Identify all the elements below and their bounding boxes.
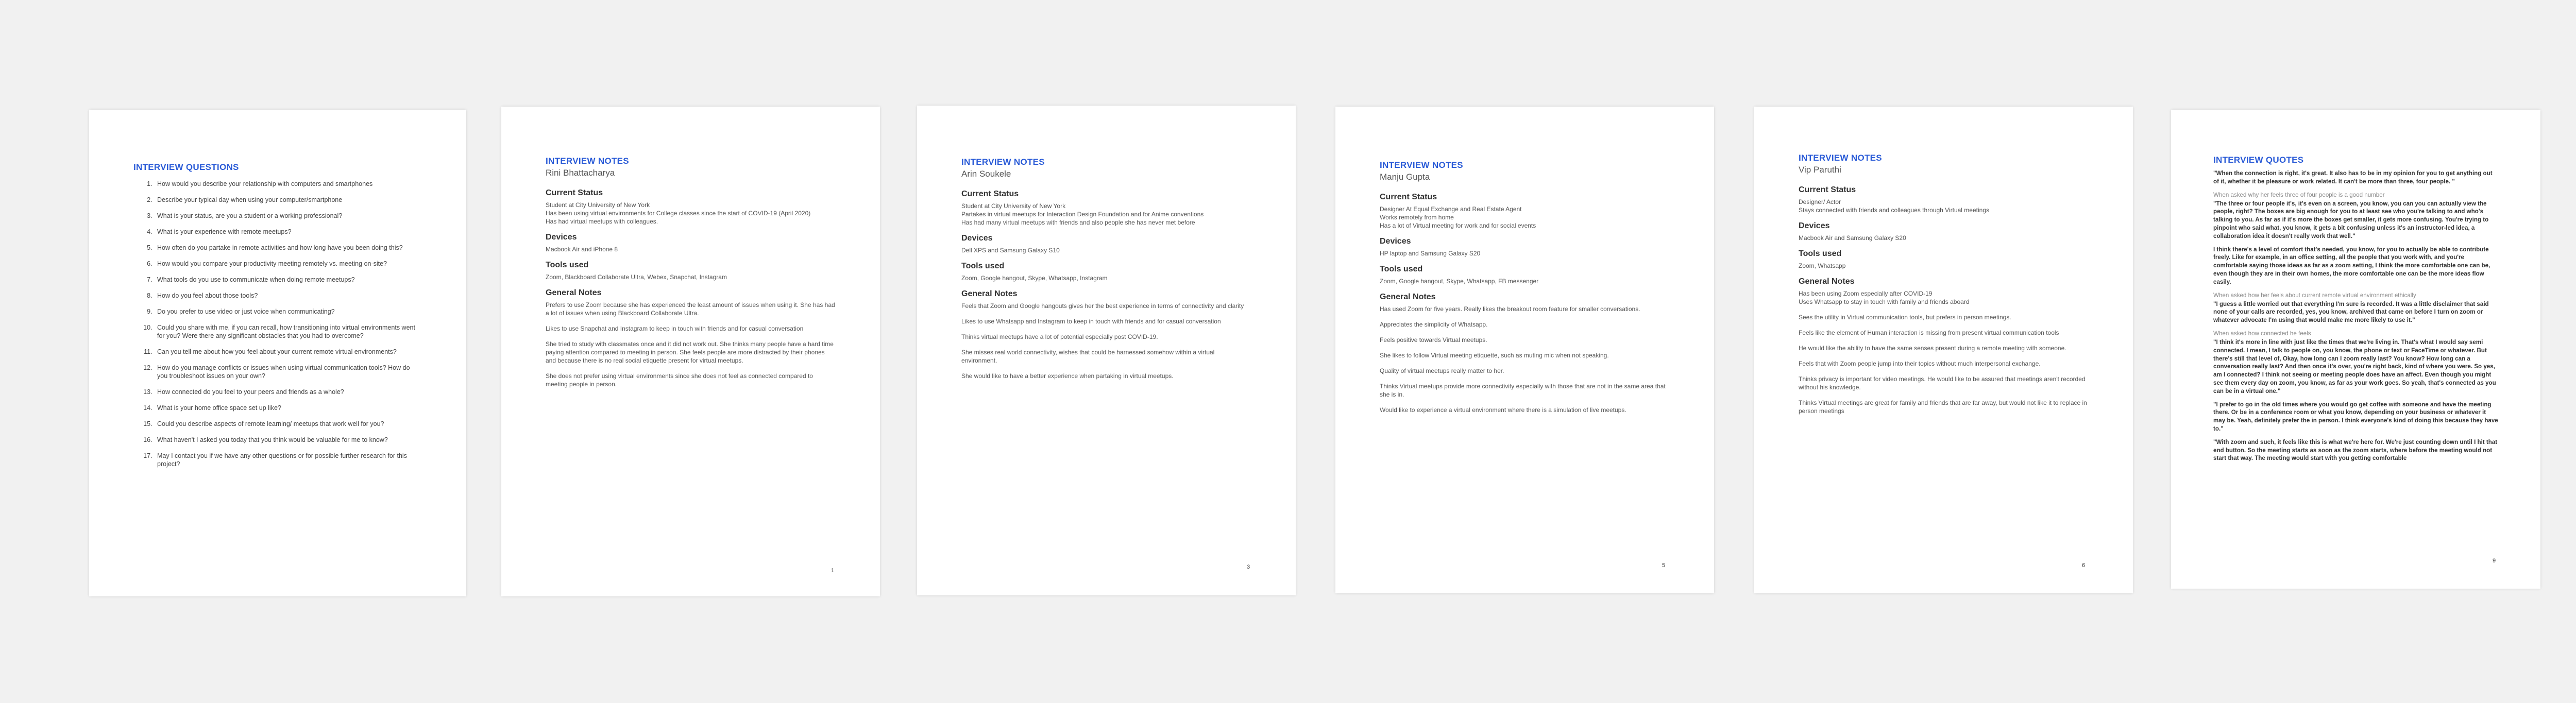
general-intro-line: Has been using Zoom especially after COVID-19 — [1799, 290, 1933, 297]
notes-kicker: INTERVIEW NOTES — [1380, 160, 1463, 170]
notes-content — [1380, 160, 1670, 421]
page-title: INTERVIEW QUESTIONS — [133, 162, 239, 172]
notes-page — [1335, 107, 1714, 593]
status-line: Has had virtual meetups with colleagues. — [546, 218, 658, 225]
status-line: Has been using virtual environments for College classes since the start of COVID-19 (April 2020) — [546, 210, 811, 217]
section-heading-devices: Devices — [546, 233, 577, 242]
section-heading-status: Current Status — [546, 188, 603, 197]
section-heading-general: General Notes — [1380, 293, 1436, 301]
general-note: Feels that Zoom and Google hangouts gives her the best experience in terms of connectivity and clarity — [961, 302, 1244, 310]
question-item: 11. Can you tell me about how you feel about your current remote virtual environments? — [154, 348, 422, 356]
question-item: 12. How do you manage conflicts or issues when using virtual communication tools? How do you troubleshoot issues on your own? — [154, 364, 422, 380]
question-item: 6. How would you compare your productivity meeting remotely vs. meeting on-site? — [154, 260, 422, 268]
quote-block — [2213, 438, 2498, 462]
notes-content — [1799, 153, 2089, 422]
quote-block — [2213, 191, 2498, 241]
question-item: 15. Could you describe aspects of remote learning/ meetups that work well for you? — [154, 420, 422, 428]
section-heading-status: Current Status — [1380, 193, 1437, 201]
general-note: Thinks Virtual meetups provide more connectivity especially with those that are not in the same area that she is in. — [1380, 383, 1666, 398]
general-note: Quality of virtual meetups really matter to her. — [1380, 367, 1504, 374]
general-note: Would like to experience a virtual environment where there is a simulation of live meetups. — [1380, 406, 1626, 414]
general-note: Thinks virtual meetups have a lot of potential especially post COVID-19. — [961, 333, 1158, 340]
quote-text: "The three or four people it's, it's even on a screen, you know, you can you can actually view the people, right? The boxes are big enough for you to at least see who you're talking to and who's talking to you. As far as if it's more the boxes get smaller, it gets more confusing. You're trying to pinpoint who said what, you know, it gets a bit confusing unless it's an instructor-led idea, a collaboration idea it doesn't really work that well." — [2213, 200, 2489, 239]
section-heading-devices: Devices — [1799, 221, 1830, 230]
section-heading-tools: Tools used — [546, 261, 589, 269]
interviewee-name: Arin Soukele — [961, 169, 1011, 179]
general-note: Likes to use Snapchat and Instagram to keep in touch with friends and for casual conversation — [546, 325, 804, 332]
status-line: Has had many virtual meetups with friends and also people she has never met before — [961, 219, 1195, 226]
quotes-page — [2171, 110, 2540, 589]
general-note: Thinks Virtual meetings are great for family and friends that are far away, but would not like it to replace in person meetings — [1799, 399, 2087, 415]
question-item: 9. Do you prefer to use video or just voice when communicating? — [154, 307, 422, 316]
notes-kicker: INTERVIEW NOTES — [546, 156, 629, 166]
page-number: 6 — [2082, 562, 2086, 569]
general-intro — [1799, 289, 2089, 306]
page-number: 1 — [831, 568, 835, 574]
quote-block — [2213, 401, 2498, 433]
quote-block — [2213, 330, 2498, 396]
interviewee-name: Manju Gupta — [1380, 172, 1430, 182]
status-line: Has a lot of Virtual meeting for work and for social events — [1380, 222, 1536, 229]
notes-kicker: INTERVIEW NOTES — [1799, 153, 1882, 163]
status-line: Student at City University of New York — [961, 202, 1066, 210]
status-line: Designer/ Actor — [1799, 198, 1841, 205]
quote-block — [2213, 169, 2498, 186]
question-item: 13. How connected do you feel to your peers and friends as a whole? — [154, 388, 422, 396]
general-note: Prefers to use Zoom because she has experienced the least amount of issues when using it. She has had a lot of issues when using Blackboard Collaborate Ultra. — [546, 301, 835, 317]
page-title: INTERVIEW QUOTES — [2213, 155, 2304, 165]
questions-list — [133, 180, 422, 468]
question-item: 14. What is your home office space set up like? — [154, 404, 422, 412]
notes-page — [501, 107, 880, 596]
question-item: 17. May I contact you if we have any other questions or for possible further research for this project? — [154, 452, 422, 468]
interviewee-name: Rini Bhattacharya — [546, 168, 615, 178]
section-heading-devices: Devices — [961, 234, 993, 243]
tools-line: Zoom, Google hangout, Skype, Whatsapp, Instagram — [961, 275, 1108, 282]
devices-line: Macbook Air and Samsung Galaxy S20 — [1799, 234, 1906, 242]
quote-block — [2213, 246, 2498, 286]
general-intro-line: Uses Whatsapp to stay in touch with family and friends aboard — [1799, 298, 1970, 305]
notes-content — [546, 156, 836, 396]
quote-text: "I prefer to go in the old times where you would go get coffee with someone and have the meeting there. Or be in a conference room or what you know, depending on your business or whatever it may be. Yeah, definitely prefer the in person. I think everyone's kind of doing this because they have to." — [2213, 401, 2498, 432]
section-heading-general: General Notes — [1799, 277, 1855, 286]
notes-page — [1754, 107, 2133, 593]
general-note: She misses real world connectivity, wishes that could be harnessed somehow within a virtual environment. — [961, 349, 1215, 364]
question-item: 2. Describe your typical day when using your computer/smartphone — [154, 196, 422, 204]
question-item: 10. Could you share with me, if you can recall, how transitioning into virtual environments went for you? Were there any significant obstacles that you had to overcome? — [154, 323, 422, 340]
notes-kicker: INTERVIEW NOTES — [961, 157, 1045, 167]
general-note: She tried to study with classmates once and it did not work out. She thinks many people have a hard time paying attention compared to meeting in person. She feels people are more distracted by their phones and because there is no real social etiquette present for virtual meetups. — [546, 340, 834, 364]
quote-context: When asked how connected he feels — [2213, 330, 2311, 337]
tools-line: Zoom, Whatsapp — [1799, 262, 1846, 269]
section-heading-general: General Notes — [961, 289, 1018, 298]
page-number: 9 — [2493, 558, 2496, 564]
general-note: He would like the ability to have the same senses present during a remote meeting with someone. — [1799, 345, 2066, 352]
question-item: 4. What is your experience with remote meetups? — [154, 228, 422, 236]
quote-text: I think there's a level of comfort that's needed, you know, for you to actually be able to contribute freely. Like for example, in an office setting, all the people that you work with, and you're comfortable saying those ideas as far as a zoom setting, I think the more comfortable one can be, even though they are in their own homes, the more comfortable one can be the more ideas flow easily. — [2213, 246, 2490, 285]
general-note: Sees the utility in Virtual communication tools, but prefers in person meetings. — [1799, 314, 2011, 321]
general-note: She likes to follow Virtual meeting etiquette, such as muting mic when not speaking. — [1380, 352, 1609, 359]
question-item: 8. How do you feel about those tools? — [154, 292, 422, 300]
section-heading-devices: Devices — [1380, 237, 1411, 246]
general-note: Feels like the element of Human interaction is missing from present virtual communication tools — [1799, 329, 2059, 336]
status-line: Works remotely from home — [1380, 214, 1454, 221]
notes-content — [961, 157, 1251, 387]
section-heading-status: Current Status — [1799, 185, 1856, 194]
general-note: Thinks privacy is important for video meetings. He would like to be assured that meetings aren't recorded without his knowledge. — [1799, 375, 2086, 391]
quote-text: "When the connection is right, it's great. It also has to be in my opinion for you to get anything out of it, whether it be pleasure or work related. It can't be more than three, four people. " — [2213, 170, 2493, 185]
status-line: Partakes in virtual meetups for Interaction Design Foundation and for Anime conventions — [961, 211, 1204, 218]
page-number: 5 — [1662, 562, 1666, 569]
general-note: Appreciates the simplicity of Whatsapp. — [1380, 321, 1488, 328]
notes-page — [917, 106, 1296, 595]
devices-line: Macbook Air and iPhone 8 — [546, 246, 618, 253]
section-heading-tools: Tools used — [1380, 265, 1423, 273]
general-note: Has used Zoom for five years. Really likes the breakout room feature for smaller conversations. — [1380, 305, 1640, 313]
general-note: Likes to use Whatsapp and Instagram to keep in touch with friends and for casual conversation — [961, 318, 1221, 325]
quote-block — [2213, 292, 2498, 324]
quote-context: When asked how her feels about current remote virtual environment ethically — [2213, 292, 2416, 299]
general-note: Feels positive towards Virtual meetups. — [1380, 336, 1487, 344]
tools-line: Zoom, Blackboard Collaborate Ultra, Webex, Snapchat, Instagram — [546, 273, 727, 281]
general-note: She does not prefer using virtual environments since she does not feel as connected compared to meeting people in person. — [546, 372, 813, 388]
interviewee-name: Vip Paruthi — [1799, 165, 1841, 175]
page-number: 3 — [1247, 564, 1250, 570]
quote-text: "I think it's more in line with just like the times that we're living in. That's what I would say semi connected. I mean, I talk to people on, you know, the phone or text or FaceTime or whatever. But there's still that level of, Okay, how long can I zoom really last? You know? How long can a conversation really last? And then once it's over, you're right back, kind of where you were. So yes, am I connected? I think not seeing or meeting people does have an affect. Even though you might see them every day on zoom, you know, as far as your work goes. So yeah, that's connected as you can be in a virtual one." — [2213, 338, 2496, 395]
question-item: 16. What haven't I asked you today that you think would be valuable for me to know? — [154, 436, 422, 444]
question-item: 1. How would you describe your relationship with computers and smartphones — [154, 180, 422, 188]
questions-page — [89, 110, 466, 596]
section-heading-tools: Tools used — [961, 262, 1005, 270]
section-heading-tools: Tools used — [1799, 249, 1842, 258]
section-heading-status: Current Status — [961, 190, 1019, 198]
section-heading-general: General Notes — [546, 288, 602, 297]
quotes-body — [2213, 169, 2498, 462]
general-note: Feels that with Zoom people jump into their topics without much interpersonal exchange. — [1799, 360, 2041, 367]
devices-line: HP laptop and Samsung Galaxy S20 — [1380, 250, 1481, 257]
quote-text: "I guess a little worried out that everything I'm sure is recorded. It was a little disclaimer that said none of your calls are recorded, yes, you know, archived that came on before I turn on zoom or whatever advocate I'm using that would make me more likely to use it." — [2213, 300, 2489, 324]
quote-text: "With zoom and such, it feels like this is what we're here for. We're just counting down until I hit that end button. So the meeting starts as soon as the zoom starts, where before the meeting would not start that way. The meeting would start with you getting comfortable — [2213, 438, 2498, 462]
tools-line: Zoom, Google hangout, Skype, Whatsapp, FB messenger — [1380, 278, 1539, 285]
question-item: 7. What tools do you use to communicate when doing remote meetups? — [154, 276, 422, 284]
question-item: 5. How often do you partake in remote activities and how long have you been doing this? — [154, 244, 422, 252]
devices-line: Dell XPS and Samsung Galaxy S10 — [961, 247, 1060, 254]
status-line: Student at City University of New York — [546, 201, 650, 209]
question-item: 3. What is your status, are you a student or a working professional? — [154, 212, 422, 220]
general-note: She would like to have a better experience when partaking in virtual meetups. — [961, 372, 1174, 380]
status-line: Stays connected with friends and colleagues through Virtual meetings — [1799, 207, 1990, 214]
status-line: Designer At Equal Exchange and Real Estate Agent — [1380, 205, 1522, 213]
quote-context: When asked why her feels three of four people is a good number — [2213, 191, 2385, 198]
